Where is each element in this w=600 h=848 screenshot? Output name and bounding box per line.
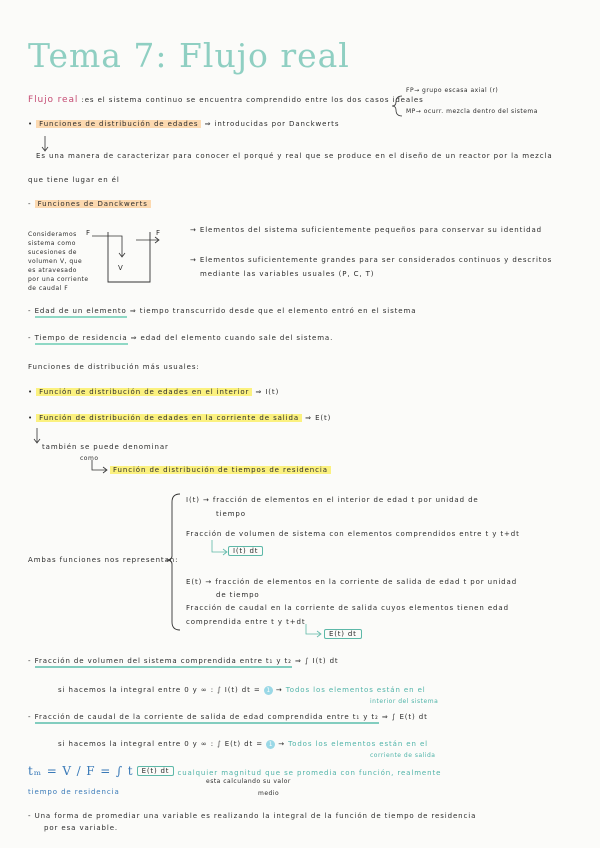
intro-case-1: FP→ grupo escasa axial (r) [406, 87, 499, 94]
tr-label: tiempo de residencia [28, 788, 120, 796]
tm-desc-3: medio [258, 790, 280, 797]
e-box: E(t) dt [324, 629, 362, 639]
dtr-line [110, 466, 331, 474]
s5-e4: comprendida entre t y t+dt [186, 618, 306, 626]
one-badge: 1 [266, 740, 275, 749]
s5-i2: tiempo [216, 510, 246, 518]
caption-line: volumen V, que [28, 258, 83, 265]
tm-desc-1: cualquier magnitud que se promedia con función, realmente [177, 769, 442, 777]
f1-line: • Función de distribución de edades en el interior ⇒ I(t) [28, 388, 280, 396]
vol-integral-2: ∫ I(t) dt = [217, 686, 261, 694]
final-1: - Una forma de promediar una variable es realizando la integral de la función de tiempo de residencia [28, 812, 477, 820]
intro-term: Flujo real [28, 95, 79, 105]
vol-eval: si hacemos la integral entre 0 y ∞ : ∫ I(t) dt = 1 → Todos los elementos están en el [58, 686, 426, 694]
s2-heading: Funciones de Danckwerts [35, 200, 151, 208]
also-text: también se puede denominar [42, 443, 169, 451]
edad-line: - Edad de un elemento ⇒ tiempo transcurrido desde que el elemento entró en el sistema [28, 307, 416, 315]
tr-line: - Tiempo de residencia ⇒ edad del elemento cuando sale del sistema. [28, 334, 333, 342]
page-title: Tema 7: Flujo real [28, 36, 350, 75]
s2-heading-line: - Funciones de Danckwerts [28, 200, 151, 208]
vol-heading: Fracción de volumen del sistema comprendida entre t₁ y t₂ [35, 657, 292, 668]
s2-bullet-1: → Elementos del sistema suficientemente pequeños para conservar su identidad [190, 226, 542, 234]
cau-heading: Fracción de caudal de la corriente de salida de edad comprendida entre t₁ y t₂ [35, 713, 379, 724]
caption-line: sistema como [28, 240, 76, 247]
intro-line [28, 95, 424, 106]
f1-heading: Función de distribución de edades en el interior [36, 388, 252, 396]
vol-line: - Fracción de volumen del sistema comprendida entre t₁ y t₂ ⇒ ∫ I(t) dt [28, 657, 339, 665]
s5-left-label: Ambas funciones nos representan: [28, 556, 179, 564]
intro-text: :es el sistema continuo se encuentra comprendido entre los dos casos ideales [81, 96, 424, 104]
caption-line: por una corriente [28, 276, 89, 283]
s5-e1: E(t) → fracción de elementos en la corriente de salida de edad t por unidad [186, 578, 518, 586]
label-v: V [118, 264, 124, 272]
tr-heading: Tiempo de residencia [35, 334, 128, 345]
como-text: como [80, 455, 99, 462]
label-f-in: F [86, 229, 91, 237]
s2-bullet-2b: mediante las variables usuales (P, C, T) [200, 270, 375, 278]
cau-if: si hacemos la integral entre 0 y ∞ : [58, 740, 214, 748]
s4-intro: Funciones de distribución más usuales: [28, 363, 200, 371]
cau-eval: si hacemos la integral entre 0 y ∞ : ∫ E(t) dt = 1 → Todos los elementos están en el [58, 740, 429, 748]
s5-i1: I(t) → fracción de elementos en el interior de edad t por unidad de [186, 496, 479, 504]
s2-bullet-2: → Elementos suficientemente grandes para ser considerados continuos y descritos [190, 256, 553, 264]
intro-case-2: MP→ ocurr. mezcla dentro del sistema [406, 108, 538, 115]
caption-line: es atravesado [28, 267, 77, 274]
caption-line: sucesiones de [28, 249, 77, 256]
caption-line: de caudal F [28, 285, 69, 292]
caption-line: Consideramos [28, 231, 77, 238]
diagram-caption [28, 230, 89, 293]
final-1-text: Una forma de promediar una variable es realizando la integral de la función de tiempo de residencia [34, 812, 477, 820]
vol-result-2: interior del sistema [370, 698, 439, 705]
final-2: por esa variable. [44, 824, 119, 832]
s5-e2: de tiempo [216, 591, 260, 599]
s1-heading-line: • Funciones de distribución de edades ⇒ introducidas por Danckwerts [28, 120, 340, 128]
cau-result-2: corriente de salida [370, 752, 436, 759]
cau-line: - Fracción de caudal de la corriente de salida de edad comprendida entre t₁ y t₂ ⇒ ∫ E(t) dt [28, 713, 428, 721]
edad-text: tiempo transcurrido desde que el elemento entró en el sistema [139, 307, 417, 315]
s1-tail: introducidas por Danckwerts [214, 120, 340, 128]
cau-result-1: Todos los elementos están en el [288, 740, 429, 748]
f2-symbol: E(t) [315, 414, 332, 422]
tm-desc-2: esta calculando su valor [206, 778, 291, 785]
s1-text-1: Es una manera de caracterizar para conocer el porqué y real que se produce en el diseño de un reactor por la mezcla [36, 152, 553, 160]
tm-formula [28, 764, 441, 778]
label-f-out: F [156, 229, 161, 237]
vol-if: si hacemos la integral entre 0 y ∞ : [58, 686, 214, 694]
f2-line: • Función de distribución de edades en la corriente de salida ⇒ E(t) [28, 414, 332, 422]
s1-heading: Funciones de distribución de edades [36, 120, 201, 128]
edad-heading: Edad de un elemento [35, 307, 127, 318]
i-box: I(t) dt [228, 546, 263, 556]
s1-text-2: que tiene lugar en él [28, 176, 120, 184]
f1-symbol: I(t) [265, 388, 280, 396]
s5-i3: Fracción de volumen de sistema con elementos comprendidos entre t y t+dt [186, 530, 520, 538]
one-badge: 1 [264, 686, 273, 695]
s2-bullet-2-text: Elementos suficientemente grandes para ser considerados continuos y descritos [199, 256, 553, 264]
cau-integral: ∫ E(t) dt [391, 713, 428, 721]
tm-equation: tₘ = V / F = ∫ t [28, 764, 134, 778]
s2-bullet-1-text: Elementos del sistema suficientemente pequeños para conservar su identidad [199, 226, 542, 234]
vol-integral: ∫ I(t) dt [304, 657, 339, 665]
tm-box: E(t) dt [137, 766, 175, 776]
cau-integral-2: ∫ E(t) dt = [217, 740, 263, 748]
dtr-heading: Función de distribución de tiempos de residencia [110, 466, 331, 474]
f2-heading: Función de distribución de edades en la corriente de salida [36, 414, 302, 422]
tr-text: edad del elemento cuando sale del sistema. [140, 334, 334, 342]
vol-result-1: Todos los elementos están en el [285, 686, 426, 694]
s5-e3: Fracción de caudal en la corriente de salida cuyos elementos tienen edad [186, 604, 509, 612]
